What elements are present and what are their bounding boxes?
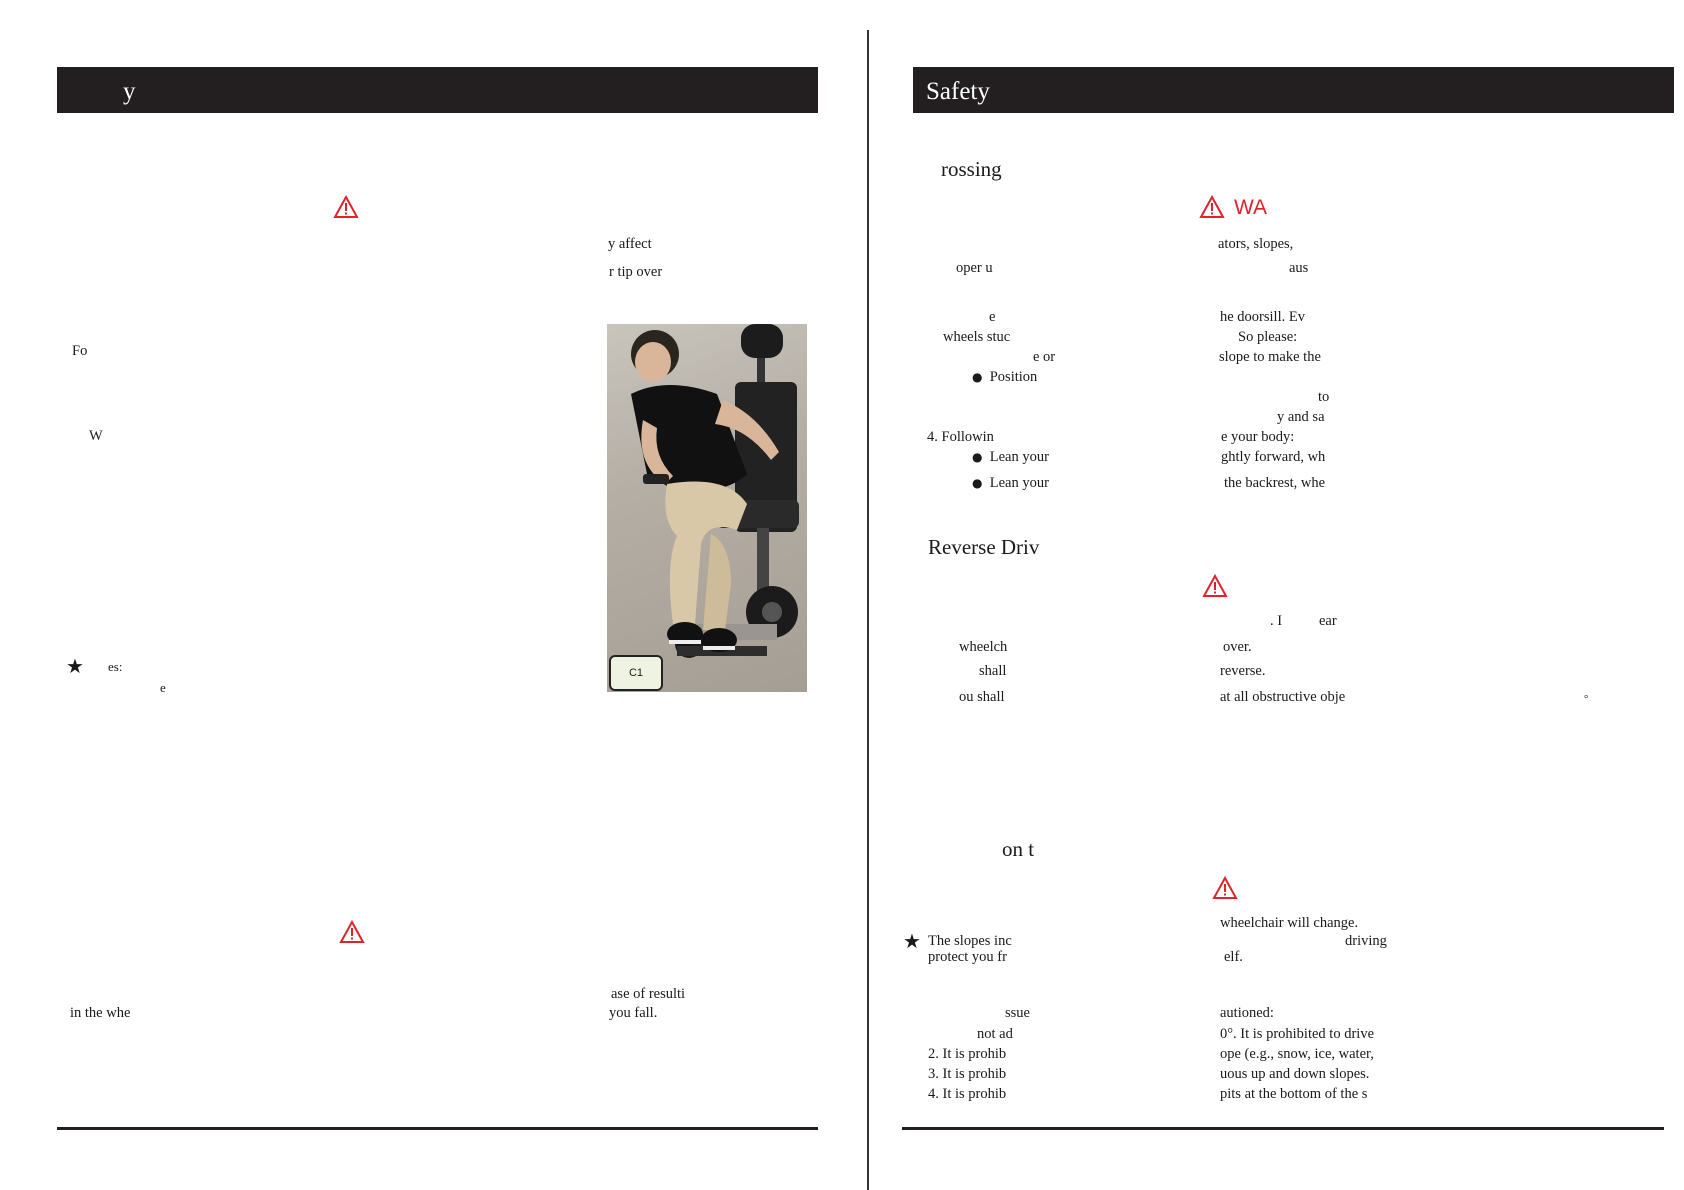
warning-triangle-icon-5	[1212, 876, 1238, 900]
warning-triangle-icon	[333, 195, 359, 219]
reverse-line-1b: ear	[1319, 613, 1337, 629]
crossing-bullet-lean-2	[972, 475, 1049, 492]
crossing-line-8: y and sa	[1277, 409, 1325, 425]
slope-line-1: wheelchair will change.	[1220, 915, 1359, 931]
crossing-line-9-right: e your body:	[1221, 429, 1295, 445]
slope-line-4-right: autioned:	[1220, 1005, 1274, 1021]
crossing-line-7: to	[1318, 389, 1330, 405]
page-divider	[867, 30, 869, 1190]
star-icon-2: ★	[903, 929, 921, 953]
wheelchair-photo	[607, 324, 807, 692]
section-heading-reverse-driving: Reverse Driv	[928, 535, 1040, 559]
crossing-line-4-left: wheels stuc	[943, 329, 1011, 345]
left-notes-label: es:	[108, 659, 123, 674]
left-text-resulting: ase of resulti	[611, 986, 686, 1002]
star-icon: ★	[66, 654, 84, 678]
warning-triangle-icon-4	[1202, 574, 1228, 598]
warning-label: WA	[1234, 196, 1268, 219]
section-heading-slope: on t	[1002, 837, 1035, 861]
reverse-line-4-left: ou shall	[959, 689, 1005, 705]
wheelchair-photo-illustration	[607, 324, 807, 692]
slope-line-6-left: 2. It is prohib	[928, 1046, 1007, 1062]
crossing-line-4-right: So please:	[1238, 329, 1298, 345]
section-heading-crossing: rossing	[941, 157, 1002, 181]
left-text-you-fall: you fall.	[609, 1005, 658, 1021]
crossing-line-10-right: ghtly forward, wh	[1221, 449, 1326, 465]
left-footer-line	[57, 1127, 818, 1130]
left-text-fo: Fo	[72, 343, 88, 359]
slope-line-3-right: elf.	[1224, 949, 1243, 965]
reverse-line-3-right: reverse.	[1220, 663, 1266, 679]
bullet-dot: ●	[972, 370, 983, 384]
slope-line-3-left: protect you fr	[928, 949, 1007, 965]
slope-line-6-right: ope (e.g., snow, ice, water,	[1220, 1046, 1374, 1062]
crossing-line-11-left: Lean your	[989, 475, 1049, 491]
photo-caption-label: C1	[609, 655, 663, 691]
reverse-line-2-right: over.	[1223, 639, 1252, 655]
right-header-title: Safety	[926, 78, 990, 105]
crossing-bullet-position	[972, 369, 1037, 386]
crossing-line-2-right: aus	[1289, 260, 1309, 276]
crossing-bullet-lean-1	[972, 449, 1049, 466]
slope-line-7-left: 3. It is prohib	[928, 1066, 1007, 1082]
right-header-bar	[913, 67, 1674, 113]
slope-line-8-left: 4. It is prohib	[928, 1086, 1007, 1102]
crossing-line-10-left: Lean your	[989, 449, 1049, 465]
crossing-line-3-left: e	[989, 309, 996, 325]
bullet-dot: ●	[972, 450, 983, 464]
left-notes-e: e	[160, 680, 166, 695]
left-text-affect: y affect	[608, 236, 652, 252]
crossing-line-5-right: slope to make the	[1219, 349, 1321, 365]
crossing-line-1: ators, slopes,	[1218, 236, 1294, 252]
reverse-line-3-left: shall	[979, 663, 1007, 679]
slope-line-7-right: uous up and down slopes.	[1220, 1066, 1370, 1082]
left-header-bar	[57, 67, 818, 113]
slope-line-2-left: The slopes inc	[928, 933, 1012, 949]
warning-triangle-icon-2	[339, 920, 365, 944]
crossing-line-2-left: oper u	[956, 260, 993, 276]
bullet-dot: ●	[972, 476, 983, 490]
reverse-stray-mark: °	[1584, 693, 1589, 705]
reverse-line-1: . I	[1270, 613, 1283, 629]
slope-line-5-right: 0°. It is prohibited to drive	[1220, 1026, 1374, 1042]
left-text-in-the-whe: in the whe	[70, 1005, 131, 1021]
slope-line-5-left: not ad	[977, 1026, 1013, 1042]
crossing-line-11-right: the backrest, whe	[1224, 475, 1326, 491]
crossing-line-6: Position	[989, 369, 1038, 385]
warning-triangle-icon-3	[1199, 195, 1225, 219]
reverse-line-4-right: at all obstructive obje	[1220, 689, 1346, 705]
left-text-tip-over: r tip over	[609, 264, 663, 280]
left-header-title: y	[123, 78, 136, 105]
slope-line-4-left: ssue	[1005, 1005, 1030, 1021]
slope-line-8-right: pits at the bottom of the s	[1220, 1086, 1368, 1102]
crossing-line-3-right: he doorsill. Ev	[1220, 309, 1305, 325]
right-footer-line	[902, 1127, 1664, 1130]
left-text-w: W	[89, 428, 103, 444]
slope-line-2-right: driving	[1345, 933, 1387, 949]
reverse-line-2-left: wheelch	[959, 639, 1008, 655]
crossing-line-9-left: 4. Followin	[927, 429, 994, 445]
crossing-line-5-left: e or	[1033, 349, 1056, 365]
